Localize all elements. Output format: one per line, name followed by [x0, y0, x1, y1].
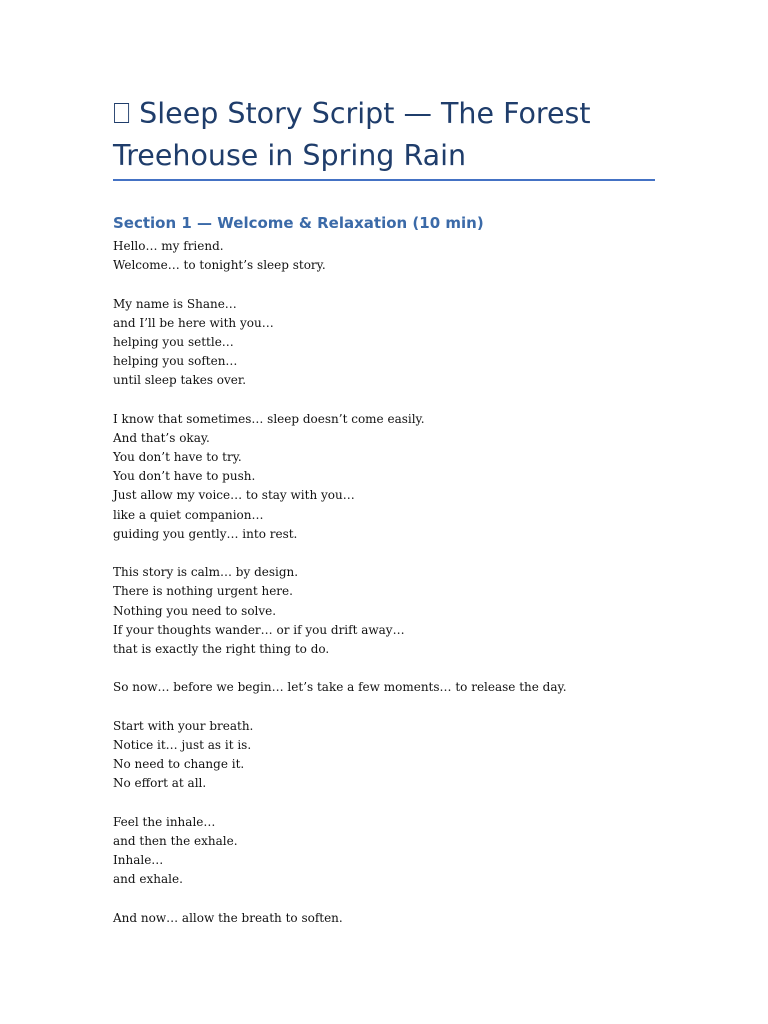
script-line: Notice it… just as it is. — [113, 737, 252, 752]
script-line: Feel the inhale… — [113, 814, 216, 829]
script-line: So now… before we begin… let’s take a few moments… to release the day. — [113, 680, 567, 695]
blank-line — [113, 544, 673, 563]
script-line: And now… allow the breath to soften. — [113, 910, 343, 925]
blank-line — [113, 659, 673, 678]
script-line: helping you settle… — [113, 334, 234, 349]
script-line: guiding you gently… into rest. — [113, 526, 298, 541]
script-line: If your thoughts wander… or if you drift away… — [113, 622, 405, 637]
script-line: and then the exhale. — [113, 833, 238, 848]
script-line: There is nothing urgent here. — [113, 584, 293, 599]
script-line: I know that sometimes… sleep doesn’t come easily. — [113, 411, 425, 426]
blank-line — [113, 391, 673, 410]
blank-line — [113, 698, 673, 717]
blank-line — [113, 793, 673, 812]
script-line: Welcome… to tonight’s sleep story. — [113, 258, 326, 273]
script-line: helping you soften… — [113, 354, 238, 369]
script-line: You don’t have to push. — [113, 469, 256, 484]
section-heading: Section 1 — Welcome & Relaxation (10 min) — [113, 214, 484, 232]
script-line: and exhale. — [113, 872, 183, 887]
script-line: and I’ll be here with you… — [113, 315, 274, 330]
script-line: Hello… my friend. — [113, 239, 224, 253]
script-line: until sleep takes over. — [113, 373, 247, 388]
script-line: Inhale… — [113, 853, 164, 867]
script-line: Just allow my voice… to stay with you… — [113, 488, 355, 503]
script-line: My name is Shane… — [113, 296, 237, 311]
script-line: Start with your breath. — [113, 718, 254, 733]
script-line: like a quiet companion… — [113, 507, 264, 522]
script-line: No need to change it. — [113, 757, 245, 772]
blank-line — [113, 275, 673, 294]
script-line: This story is calm… by design. — [113, 565, 299, 580]
blank-line — [113, 889, 673, 908]
document-title: ⎕ Sleep Story Script — The Forest Treehouse in Spring Rain — [113, 97, 591, 172]
script-line: You don’t have to try. — [113, 450, 242, 465]
script-line: Nothing you need to solve. — [113, 603, 277, 618]
script-line: No effort at all. — [113, 776, 207, 791]
script-body — [113, 237, 673, 928]
title-underline — [113, 179, 655, 181]
script-line: that is exactly the right thing to do. — [113, 641, 330, 656]
script-line: And that’s okay. — [113, 430, 210, 445]
